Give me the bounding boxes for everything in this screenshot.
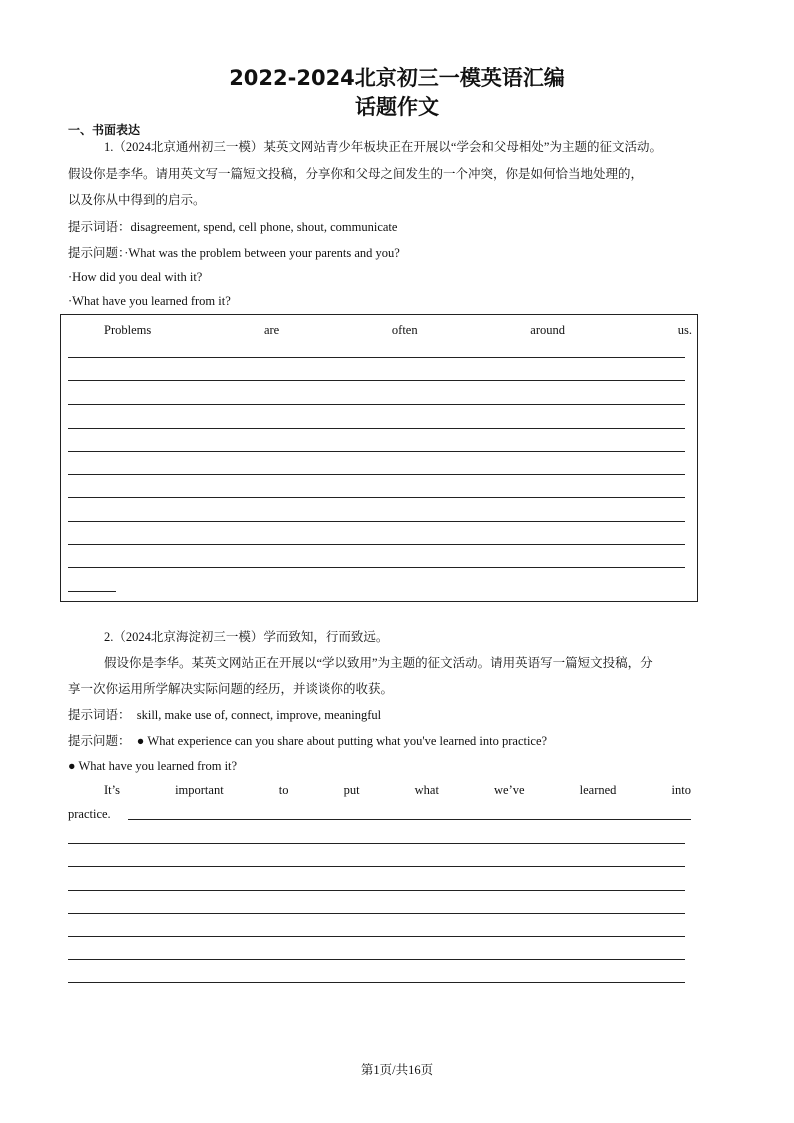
- q2-intro-line2: 假设你是李华。某英文网站正在开展以“学以致用”为主题的征文活动。请用英语写一篇短文投稿，分: [104, 656, 653, 670]
- q2-starter-sentence: [104, 782, 691, 798]
- q1-hint-question2: ·How did you deal with it?: [68, 270, 203, 284]
- document-subtitle: 话题作文: [355, 95, 439, 119]
- q2-starter-word: put: [343, 783, 360, 797]
- writing-line[interactable]: [68, 497, 685, 498]
- q1-intro-line3: 以及你从中得到的启示。: [68, 193, 206, 207]
- writing-line[interactable]: [68, 866, 685, 867]
- writing-line[interactable]: [68, 380, 685, 381]
- q2-hint-question1: 提示问题： ● What experience can you share about putting what you've learned into practice?: [68, 734, 548, 748]
- q2-starter-word: It’s: [104, 783, 120, 797]
- writing-line[interactable]: [68, 591, 116, 592]
- q2-starter-word: into: [671, 783, 691, 797]
- q1-starter-word: often: [391, 323, 418, 337]
- q2-writing-line[interactable]: [128, 819, 691, 820]
- q2-intro-line1: 2.（2024北京海淀初三一模）学而致知，行而致远。: [104, 630, 389, 644]
- q1-hint-question3: ·What have you learned from it?: [68, 294, 231, 308]
- writing-line[interactable]: [68, 451, 685, 452]
- writing-line[interactable]: [68, 913, 685, 914]
- section-heading: 一、书面表达: [68, 123, 141, 137]
- q1-hint-question1: 提示问题：·What was the problem between your parents and you?: [68, 246, 400, 260]
- q2-hint-words: 提示词语： skill, make use of, connect, improve, meaningful: [68, 708, 382, 722]
- writing-line[interactable]: [68, 357, 685, 358]
- q2-starter-word: we’ve: [494, 783, 525, 797]
- q2-starter-word: to: [278, 783, 289, 797]
- q1-hint-words: 提示词语：disagreement, spend, cell phone, shout, communicate: [68, 220, 398, 234]
- writing-line[interactable]: [68, 959, 685, 960]
- q1-starter-sentence: [104, 322, 692, 338]
- q1-intro-line2: 假设你是李华。请用英文写一篇短文投稿，分享你和父母之间发生的一个冲突，你是如何恰当地处理的，: [68, 167, 644, 181]
- writing-line[interactable]: [68, 474, 685, 475]
- q1-starter-word: Problems: [104, 323, 152, 337]
- writing-line[interactable]: [68, 544, 685, 545]
- writing-line[interactable]: [68, 982, 685, 983]
- q2-starter-word: what: [414, 783, 439, 797]
- document-title: 2022-2024北京初三一模英语汇编: [229, 66, 565, 90]
- page-footer: 第1页/共16页: [360, 1063, 434, 1077]
- q1-starter-word: around: [530, 323, 566, 337]
- writing-line[interactable]: [68, 404, 685, 405]
- writing-line[interactable]: [68, 936, 685, 937]
- writing-line[interactable]: [68, 521, 685, 522]
- q2-intro-line3: 享一次你运用所学解决实际问题的经历，并谈谈你的收获。: [68, 682, 394, 696]
- q1-starter-word: us.: [677, 323, 692, 337]
- writing-line[interactable]: [68, 567, 685, 568]
- q2-starter-end: practice.: [68, 807, 111, 821]
- q1-starter-word: are: [263, 323, 280, 337]
- writing-line[interactable]: [68, 428, 685, 429]
- q2-hint-question2: ● What have you learned from it?: [68, 759, 238, 773]
- writing-line[interactable]: [68, 890, 685, 891]
- q2-starter-word: important: [175, 783, 224, 797]
- q1-intro-line1: 1.（2024北京通州初三一模）某英文网站青少年板块正在开展以“学会和父母相处”为主题的征文活动。: [104, 140, 662, 154]
- writing-line[interactable]: [68, 843, 685, 844]
- q2-starter-word: learned: [579, 783, 617, 797]
